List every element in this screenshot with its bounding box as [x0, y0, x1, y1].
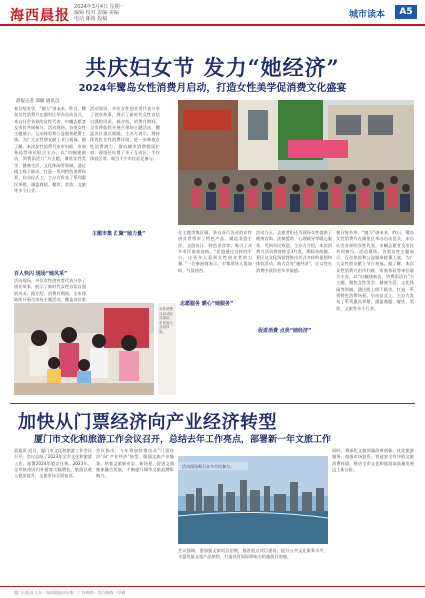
article-divider: [10, 403, 415, 404]
event-crowd-photo: [178, 100, 414, 225]
page-number: A5: [395, 5, 417, 19]
article1-col1b: 活动现场，多位女性创业者代表分享了创业故事，展示了新时代女性自信自强的风采。据介绍，消费月期间，全市将陆续开展百余场主题活动，覆盖各区重: [14, 278, 86, 302]
article1-subheadline: 2024年鹭岛女性消费月启动，打造女性美学促消费文化盛宴: [78, 83, 347, 94]
masthead-meta-2: 编辑·校对 责编·美编: [74, 10, 119, 16]
article2-col3: 会议强调，要加强文旅项目招商，推进重点项目建设，提升公共文化服务水平，丰富优质文旅产品供给，打造具有国际影响力的旅游目的地。: [178, 548, 328, 560]
article1-col2: 活动现场，多位女性创业者代表分享了创业故事，展示了新时代女性自信自强的风采。据介绍，消费月期间，全市将陆续开展百余场主题活动，覆盖各区重点商圈。主办方表示，将持续优化女性消费环境，进一步释放女性消费潜力，推动城市消费提质扩容。现场还设置了亲子互动区、手作体验区等，吸引不少市民驻足参与。: [90, 106, 160, 162]
masthead-meta: [74, 4, 224, 22]
photo-caption-center: 活动现场吸引众多市民参与。: [182, 464, 234, 469]
page-footer: 厦门日报社主办 · 海西晨报社出版 · 广告热线 · 发行热线 · 印刷: [0, 586, 425, 598]
article1-col3: 在主题市集区域，来自各行各业的女性创业者带来了特色产品，涵盖非遗手作、文创设计、特色美食等，吸引了众多市民前来选购。“希望通过这样的平台，让更多人看到女性创业者的力量。”一位参展商表示。市集现场人流如织，气氛热烈。: [178, 230, 252, 273]
article1-headline: 共庆妇女节 发力“她经济”: [85, 55, 340, 80]
article2-col1: 晨报讯 近日，厦门市文化和旅游工作会议召开。会议总结了2023年全市文化和旅游工作，部署2024年重点任务。2023年，全市接待国内外游客大幅增长，旅游总收入稳步提升，文旅市场全面复苏。: [14, 448, 92, 479]
section-name: 城市读本: [348, 10, 385, 20]
newspaper-logo: 海西晨报: [10, 8, 70, 24]
masthead: [0, 0, 425, 26]
photo-caption-left: 女性消费月启动仪式现场，市民参与互动体验。: [159, 307, 173, 334]
article1-byline: 晨报记者 邵颖 通讯员: [16, 99, 60, 104]
masthead-meta-3: 电话 邮箱 投稿: [74, 16, 108, 22]
article2-col2: 会议指出，今年将加快推动从“门票经济”向“产业经济”转型，做强文旅产业链条，培育文旅新业态、新场景，促进文商旅体融合发展，不断提升城市文旅品牌影响力。: [96, 448, 174, 479]
article1-col5: 春日绽芳华，“她力”创未来。昨日，鹭岛女性消费月在湖里区举办启动仪式，来自社会各界的女性代表、巾帼志愿者及市民共同参与。活动现场，各类女性主题展示、互动体验和公益服务轮番上演，为广大女性朋友献上节日祝福。据了解，本次女性消费月由市妇联、市商务局等单位联合主办，以“巾帼建新功、消费添活力”为主题，聚焦女性美学、健康生活、文化休闲等领域，通过线上线下联动，打造一系列特色消费场景。启动仪式上，主办方发布了系列惠民举措，涵盖商超、餐饮、美妆、文旅等多个行业。: [336, 230, 414, 311]
article1-section-head-2: 主题市集 汇聚“她力量”: [92, 231, 146, 237]
city-skyline-photo: [178, 456, 328, 544]
article2-col4: 同时，将深化文旅领域改革创新，优化旅游服务，加强市场监管，营造安全有序的文旅消费环境，推动全市文化和旅游高质量发展迈上新台阶。: [332, 448, 414, 472]
women-activity-photo: [14, 303, 154, 395]
photo-caption-strip: [158, 303, 176, 395]
article2-subheadline: 厦门市文化和旅游工作会议召开，总结去年工作亮点，部署新一年文旅工作: [34, 435, 332, 445]
masthead-date: 2024年3月4日 星期一: [74, 4, 125, 10]
article1-section-head-1: 百人快闪 现场“她风采”: [14, 271, 68, 277]
article1-section-head-3: 志愿服务 暖心“她服务”: [180, 301, 234, 307]
article1-col1: 春日绽芳华，“她力”创未来。昨日，鹭岛女性消费月在湖里区举办启动仪式，来自社会各界的女性代表、巾帼志愿者及市民共同参与。活动现场，各类女性主题展示、互动体验和公益服务轮番上演，为广大女性朋友献上节日祝福。据了解，本次女性消费月由市妇联、市商务局等单位联合主办，以“巾帼建新功、消费添活力”为主题，聚焦女性美学、健康生活、文化休闲等领域，通过线上线下联动，打造一系列特色消费场景。启动仪式上，主办方发布了系列惠民举措，涵盖商超、餐饮、美妆、文旅等多个行业。: [14, 106, 86, 193]
article2-headline: 加快从门票经济向产业经济转型: [18, 412, 277, 433]
article1-section-head-4: 促进消费 点亮“她经济”: [258, 328, 312, 334]
article1-col4: 活动当天，志愿者们还为现场女性提供了健康咨询、法律援助、心理疏导等暖心服务，受到市民欢迎。主办方介绍，本次消费月活动将持续至3月底，期间各商圈、景区及文化场馆将推出形式多样的促销和体验活动，助力点亮“她经济”，让女性在消费中获得更多幸福感。: [256, 230, 332, 273]
